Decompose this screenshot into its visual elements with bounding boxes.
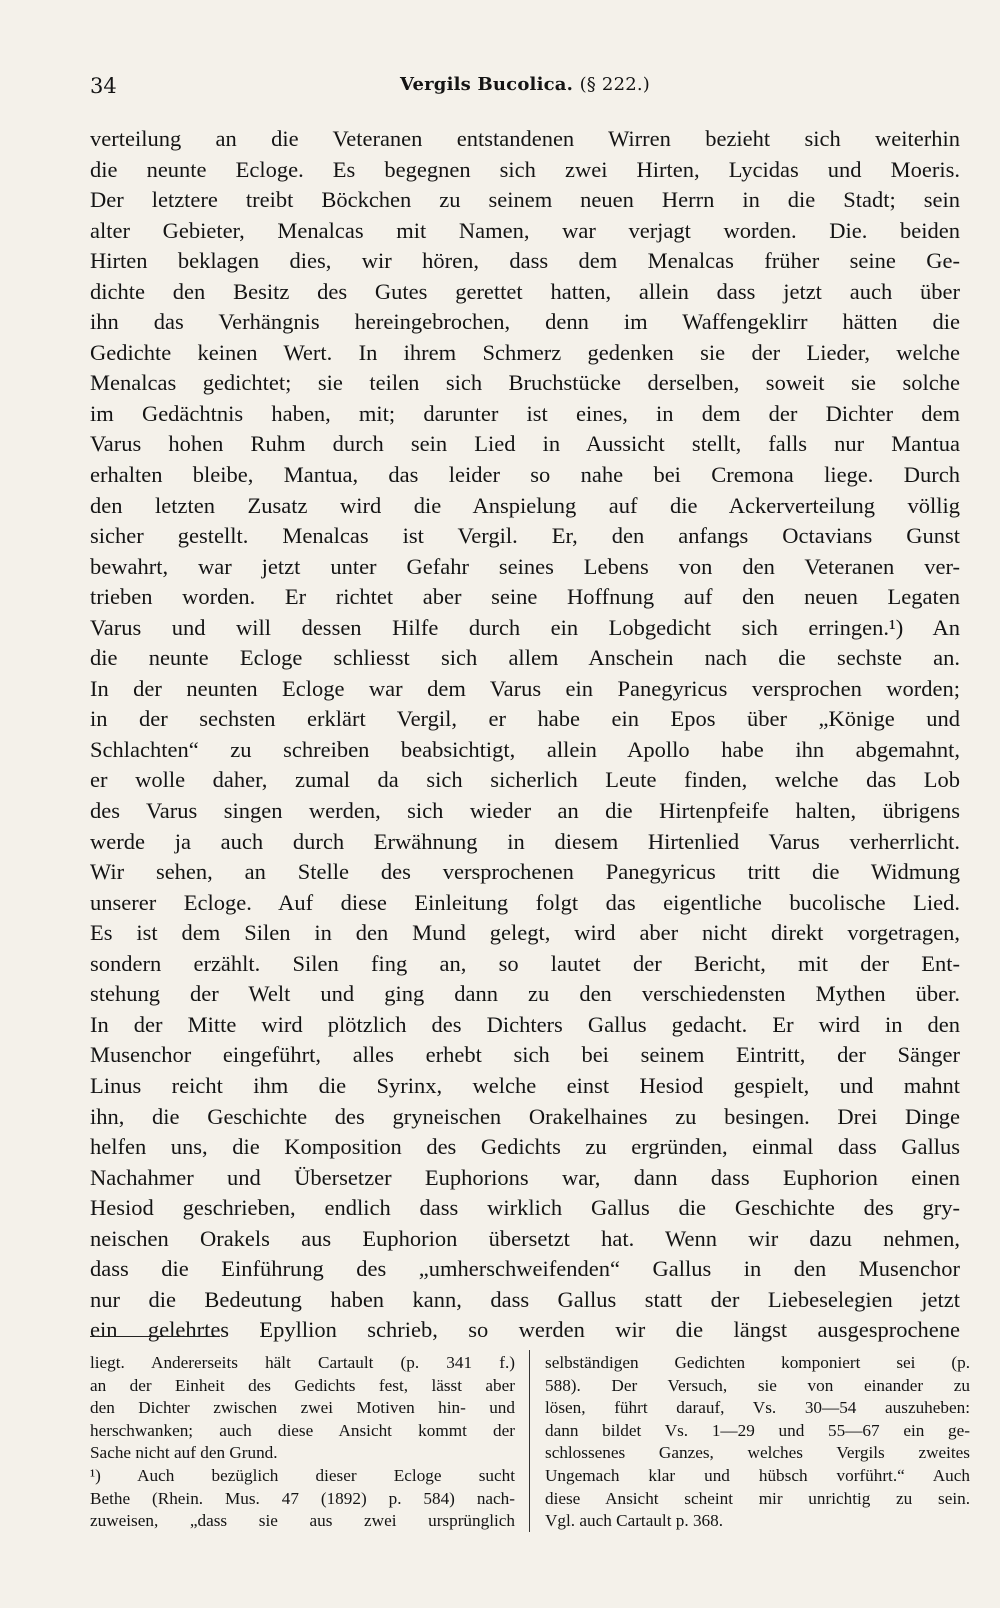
text-line: alter Gebieter, Menalcas mit Namen, war verjagt worden. Die. beiden [90, 217, 960, 243]
page-header [90, 70, 960, 104]
footnotes-right-column [545, 1352, 970, 1533]
text-line: Schlachten“ zu schreiben beabsichtigt, allein Apollo habe ihn abgemahnt, [90, 736, 960, 762]
text-line: In der Mitte wird plötzlich des Dichters Gallus gedacht. Er wird in den [90, 1011, 960, 1037]
text-line: ihn, die Geschichte des gryneischen Orakelhaines zu besingen. Drei Dinge [90, 1103, 960, 1129]
text-line: Menalcas gedichtet; sie teilen sich Bruchstücke derselben, soweit sie solche [90, 370, 960, 396]
running-title: Vergils Bucolica. [399, 74, 574, 95]
text-line: Der letztere treibt Böckchen zu seinem neuen Herrn in die Stadt; sein [90, 187, 960, 213]
footnote-separator [90, 1336, 220, 1337]
text-line: erhalten bleibe, Mantua, das leider so nahe bei Cremona liege. Durch [90, 462, 960, 488]
footnote-line: selbständigen Gedichten komponiert sei (p. [545, 1353, 970, 1372]
footnote-line: ¹) Auch bezüglich dieser Ecloge sucht [90, 1465, 515, 1485]
text-line: Gedichte keinen Wert. In ihrem Schmerz gedenken sie der Lieder, welche [90, 339, 960, 365]
text-line: trieben worden. Er richtet aber seine Hoffnung auf den neuen Legaten [90, 584, 960, 610]
text-line: Varus und will dessen Hilfe durch ein Lobgedicht sich erringen.¹) An [90, 614, 960, 640]
page-number: 34 [90, 74, 117, 98]
text-line: des Varus singen werden, sich wieder an die Hirtenpfeife halten, übrigens [90, 798, 960, 824]
footnote-line: zuweisen, „dass sie aus zwei ursprünglich [90, 1511, 515, 1531]
text-line: verteilung an die Veteranen entstandenen Wirren bezieht sich weiterhin [90, 126, 960, 151]
text-line: Wir sehen, an Stelle des versprochenen Panegyricus tritt die Widmung [90, 859, 960, 885]
footnote-line: diese Ansicht scheint mir unrichtig zu sein. [545, 1488, 970, 1508]
text-line: Hirten beklagen dies, wir hören, dass dem Menalcas früher seine Ge- [90, 248, 960, 274]
text-line: Hesiod geschrieben, endlich dass wirklich Gallus die Geschichte des gry- [90, 1195, 960, 1221]
text-line: neischen Orakels aus Euphorion übersetzt hat. Wenn wir dazu nehmen, [90, 1225, 960, 1251]
footnote-line: herschwanken; auch diese Ansicht kommt der [90, 1420, 515, 1440]
text-line: ihn das Verhängnis hereingebrochen, denn im Waffengeklirr hätten die [90, 309, 960, 335]
footnote-line: Bethe (Rhein. Mus. 47 (1892) p. 584) nach- [90, 1488, 515, 1508]
text-line: im Gedächtnis haben, mit; darunter ist eines, in dem der Dichter dem [90, 400, 960, 426]
text-line: unserer Ecloge. Auf diese Einleitung folgt das eigentliche bucolische Lied. [90, 889, 960, 915]
text-line: ein gelehrtes Epyllion schrieb, so werden wir die längst ausgesprochene [90, 1317, 960, 1343]
text-line: dichte den Besitz des Gutes gerettet hatten, allein dass jetzt auch über [90, 278, 960, 304]
main-text [90, 124, 960, 1346]
text-line: er wolle daher, zumal da sich sicherlich Leute finden, welche das Lob [90, 767, 960, 793]
text-line: sicher gestellt. Menalcas ist Vergil. Er, den anfangs Octavians Gunst [90, 523, 960, 549]
text-line: sondern erzählt. Silen fing an, so lautet der Bericht, mit der Ent- [90, 950, 960, 976]
footnote-line: dann bildet Vs. 1—29 und 55—67 ein ge- [545, 1420, 970, 1440]
text-line: nur die Bedeutung haben kann, dass Gallus statt der Liebeselegien jetzt [90, 1286, 960, 1312]
text-line: Es ist dem Silen in den Mund gelegt, wird aber nicht direkt vorgetragen, [90, 920, 960, 946]
text-line: dass die Einführung des „umherschweifenden“ Gallus in den Musenchor [90, 1256, 960, 1282]
footnote-line: schlossenes Ganzes, welches Vergils zweites [545, 1443, 970, 1463]
footnote-line: an der Einheit des Gedichts fest, lässt aber [90, 1375, 515, 1395]
text-line: Linus reicht ihm die Syrinx, welche einst Hesiod gespielt, und mahnt [90, 1072, 960, 1098]
text-line: stehung der Welt und ging dann zu den verschiedensten Mythen über. [90, 981, 960, 1007]
text-line: die neunte Ecloge schliesst sich allem Anschein nach die sechste an. [90, 645, 960, 671]
footnote-line: 588). Der Versuch, sie von einander zu [545, 1375, 970, 1395]
footnote-line: Vgl. auch Cartault p. 368. [545, 1511, 724, 1531]
text-line: helfen uns, die Komposition des Gedichts zu ergründen, einmal dass Gallus [90, 1134, 960, 1160]
section-reference: (§ 222.) [579, 74, 651, 95]
footnote-line: Ungemach klar und hübsch vorführt.“ Auch [545, 1465, 970, 1485]
text-line: in der sechsten erklärt Vergil, er habe ein Epos über „Könige und [90, 706, 960, 732]
text-line: bewahrt, war jetzt unter Gefahr seines Lebens von den Veteranen ver- [90, 553, 960, 579]
footnote-line: Sache nicht auf den Grund. [90, 1443, 278, 1463]
text-line: Varus hohen Ruhm durch sein Lied in Aussicht stellt, falls nur Mantua [90, 431, 960, 457]
footnotes-left-column [90, 1352, 515, 1533]
text-line: Musenchor eingeführt, alles erhebt sich bei seinem Eintritt, der Sänger [90, 1042, 960, 1068]
footnote-line: liegt. Andererseits hält Cartault (p. 341 f.) [90, 1353, 515, 1372]
text-line: den letzten Zusatz wird die Anspielung auf die Ackerverteilung völlig [90, 492, 960, 518]
text-line: In der neunten Ecloge war dem Varus ein Panegyricus versprochen worden; [90, 675, 960, 701]
text-line: die neunte Ecloge. Es begegnen sich zwei Hirten, Lycidas und Moeris. [90, 156, 960, 182]
footnote-line: lösen, führt darauf, Vs. 30—54 auszuheben: [545, 1398, 970, 1418]
footnote-line: den Dichter zwischen zwei Motiven hin- und [90, 1398, 515, 1418]
running-head [90, 74, 960, 95]
text-line: Nachahmer und Übersetzer Euphorions war, dann dass Euphorion einen [90, 1164, 960, 1190]
footnote-column-divider [529, 1350, 530, 1532]
text-line: werde ja auch durch Erwähnung in diesem Hirtenlied Varus verherrlicht. [90, 828, 960, 854]
